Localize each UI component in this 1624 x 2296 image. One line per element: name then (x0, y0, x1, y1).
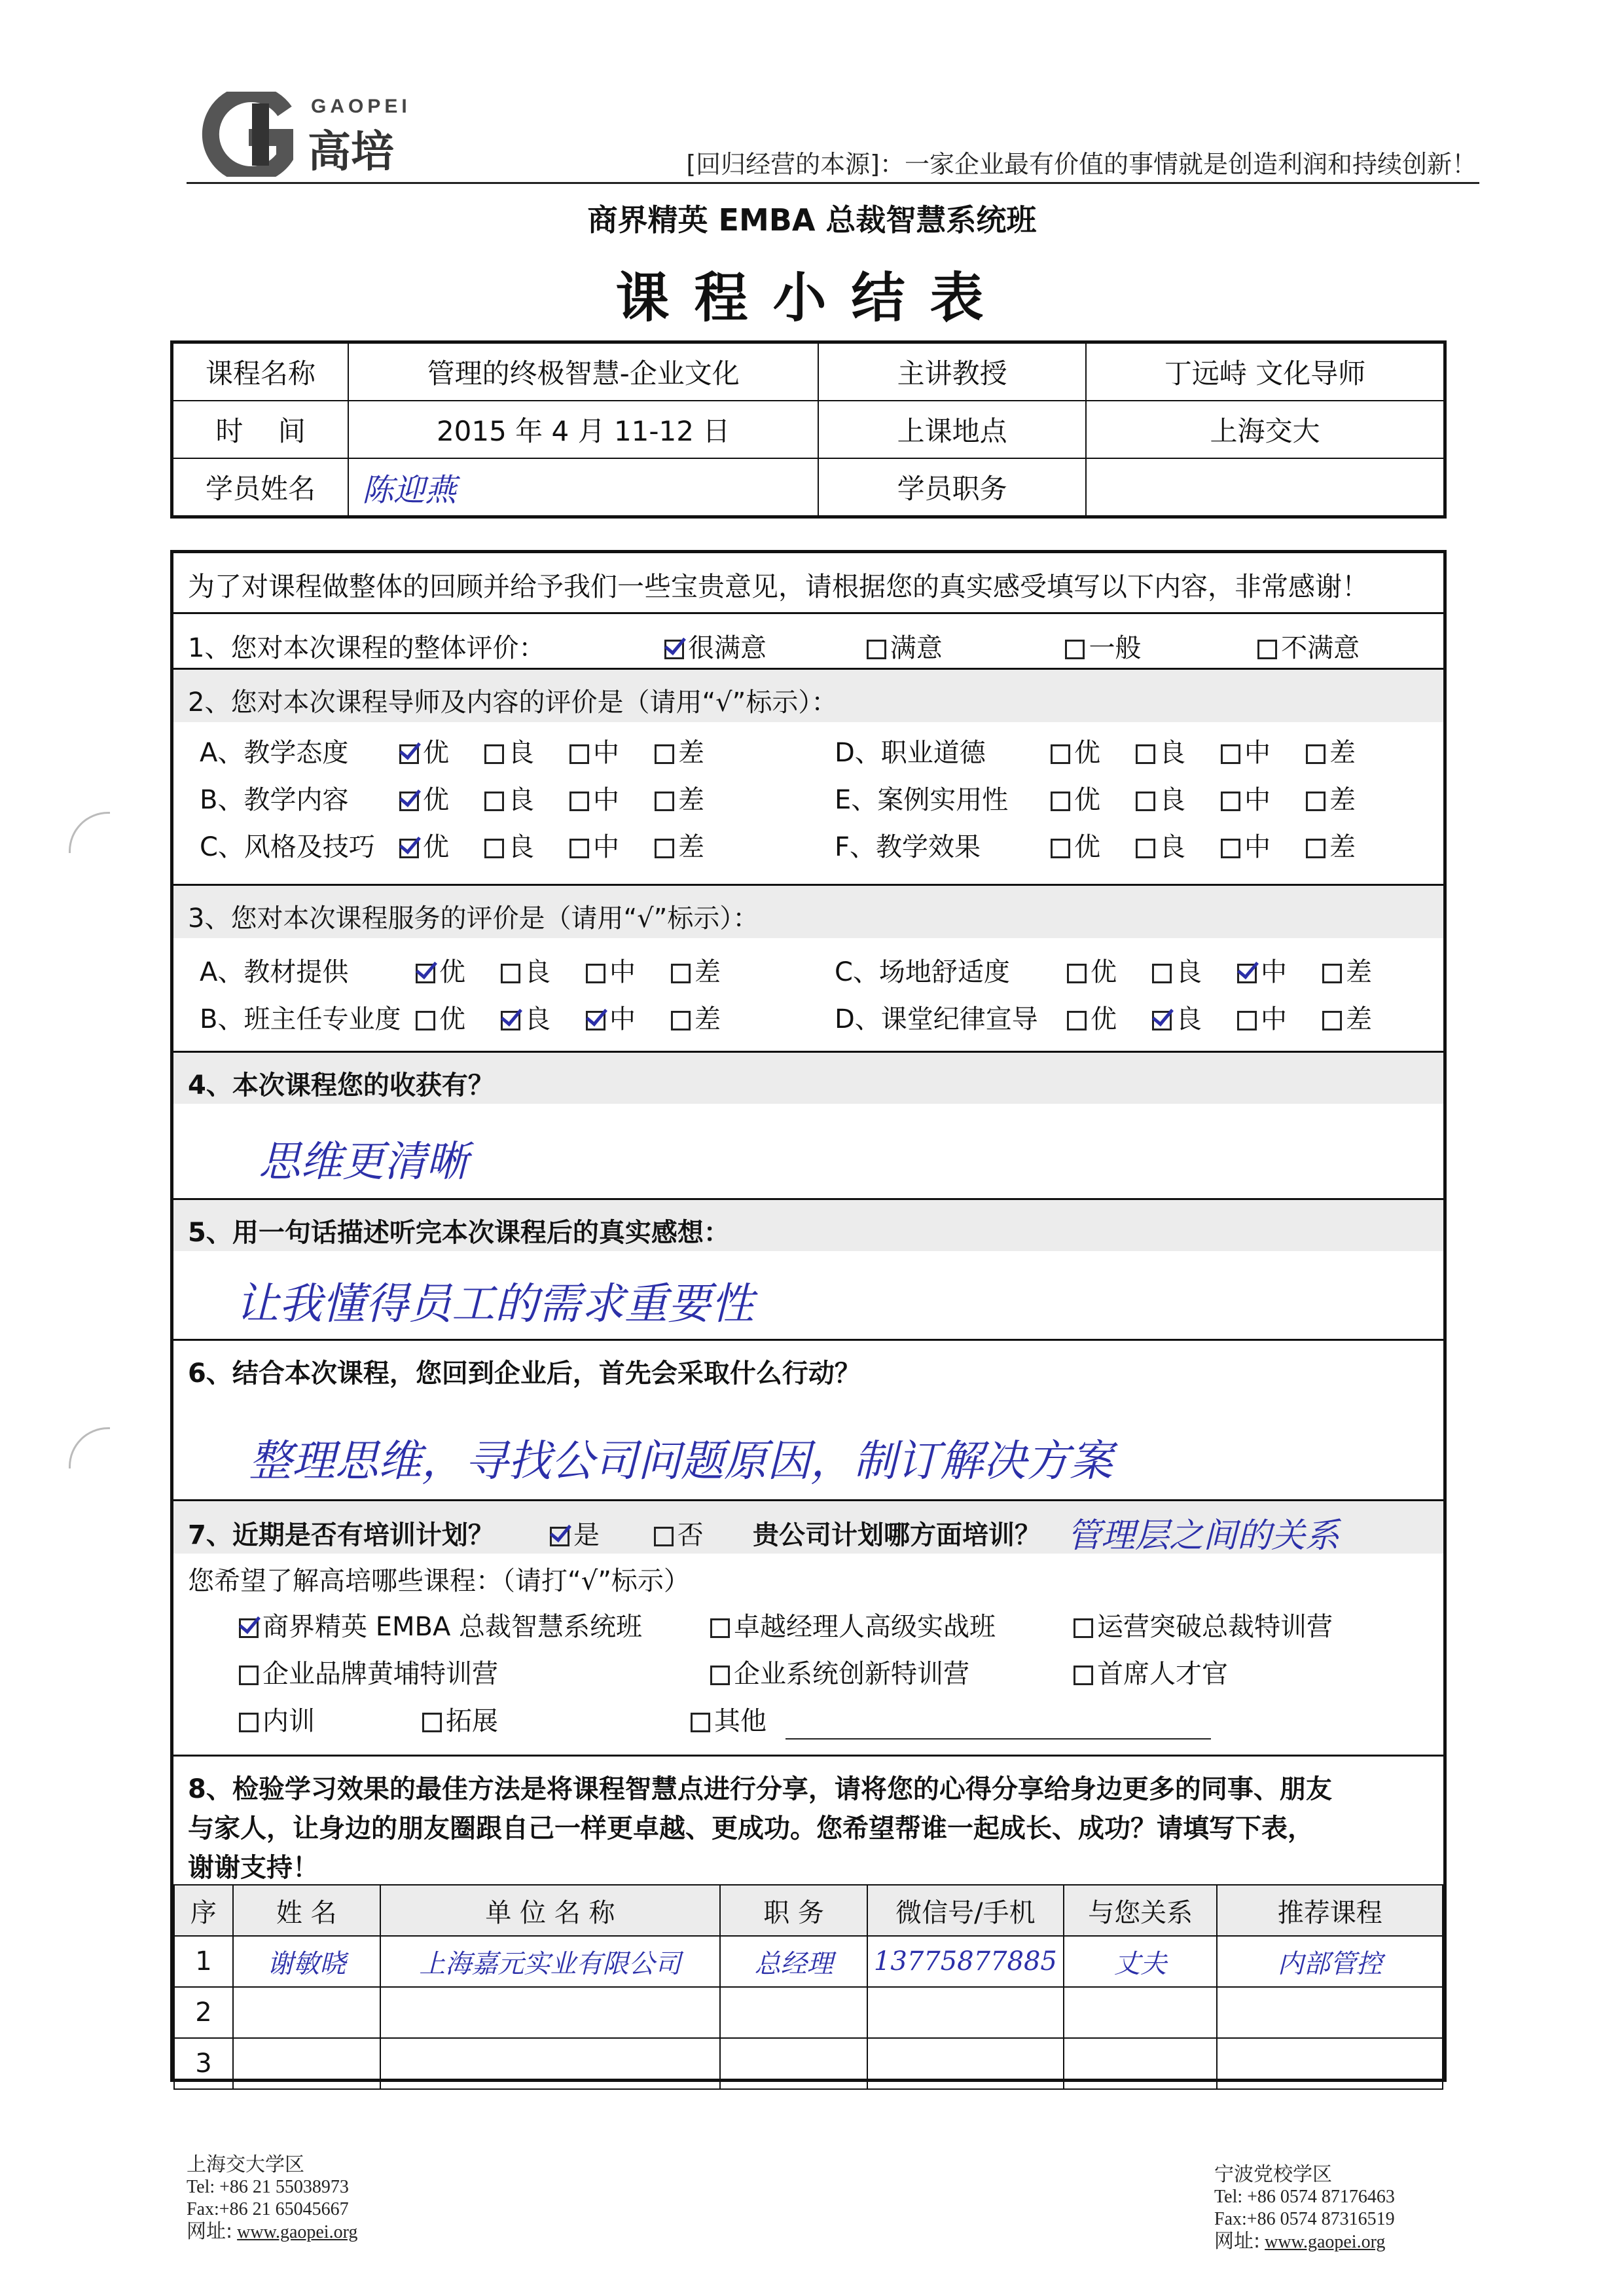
q1-option-satisfied[interactable]: 满意 (867, 627, 943, 665)
gaopei-logo (187, 92, 409, 177)
rating-option-label: 优 (423, 785, 449, 815)
rating-option[interactable] (399, 779, 484, 816)
rating-option-label: 差 (1329, 738, 1356, 768)
course-name-label: 课程名称 (172, 342, 349, 401)
rating-option-label: 良 (1159, 832, 1185, 862)
student-position-label: 学员职务 (818, 458, 1086, 517)
referral-cell-phone[interactable] (867, 1987, 1064, 2038)
rating-option[interactable] (1306, 779, 1391, 816)
rating-option[interactable] (1306, 826, 1391, 864)
rating-option-label: 中 (1244, 785, 1271, 815)
q3-item-label: D、课堂纪律宣导 (835, 1004, 1038, 1034)
rating-option-label: 中 (593, 832, 619, 862)
rating-option-label: 优 (423, 832, 449, 862)
footer-right-fax: Fax:+86 0574 87316519 (1214, 2209, 1395, 2229)
checkbox[interactable] (1136, 792, 1155, 811)
checkbox-checked[interactable] (1237, 964, 1257, 983)
referral-cell-name[interactable] (233, 1987, 380, 2038)
checkbox[interactable] (1322, 964, 1342, 983)
rating-option[interactable] (586, 998, 671, 1036)
referral-column-header: 微信号/手机 (867, 1885, 1064, 1936)
referral-column-header: 单 位 名 称 (380, 1885, 721, 1936)
professor-label: 主讲教授 (818, 342, 1086, 401)
checkbox[interactable] (867, 640, 886, 659)
rating-option-label: 良 (1159, 785, 1185, 815)
referral-cell-name[interactable] (233, 2038, 380, 2089)
course-option[interactable] (710, 1606, 996, 1643)
checkbox-checked[interactable] (586, 1011, 605, 1030)
rating-option[interactable] (1221, 779, 1306, 816)
header-divider (187, 182, 1479, 184)
checkbox[interactable] (655, 792, 674, 811)
rating-option-label: 中 (609, 1004, 636, 1034)
footer-left-fax: Fax:+86 21 65045667 (187, 2199, 349, 2219)
rating-option-label: 优 (1091, 957, 1117, 987)
checkbox-checked[interactable] (550, 1527, 569, 1546)
referral-column-header: 与您关系 (1064, 1885, 1218, 1936)
rating-option[interactable] (416, 998, 501, 1036)
checkbox-checked[interactable] (239, 1618, 259, 1638)
q3-rating-row (200, 998, 756, 1036)
rating-option-label: 中 (1244, 832, 1271, 862)
checkbox[interactable] (569, 744, 589, 764)
rating-option-label: 优 (1091, 1004, 1117, 1034)
question-4 (173, 1051, 1443, 1200)
rating-option[interactable] (1152, 951, 1237, 989)
checkbox[interactable] (569, 792, 589, 811)
checkbox[interactable] (691, 1713, 710, 1732)
rating-option-label: 良 (524, 1004, 550, 1034)
rating-option[interactable] (1322, 951, 1407, 989)
rating-option[interactable] (501, 951, 586, 989)
time-value: 2015 年 4 月 11-12 日 (348, 401, 818, 458)
checkbox[interactable] (710, 1666, 730, 1685)
course-option-label: 企业品牌黄埔特训营 (262, 1659, 498, 1689)
checkbox[interactable] (1067, 1011, 1087, 1030)
referral-column-header: 推荐课程 (1217, 1885, 1443, 1936)
rating-option[interactable] (569, 732, 655, 769)
question-6 (173, 1339, 1443, 1501)
referral-table (173, 1884, 1443, 2090)
q3-rating-row (835, 951, 1407, 989)
rating-option-label: 差 (1329, 832, 1356, 862)
time-label: 时 间 (172, 401, 349, 458)
q2-item-label: D、职业道德 (835, 738, 986, 768)
rating-option[interactable] (1051, 779, 1136, 816)
professor-value: 丁远峙 文化导师 (1086, 342, 1445, 401)
checkbox[interactable] (710, 1618, 730, 1638)
course-option[interactable] (239, 1700, 315, 1738)
rating-option-label: 优 (423, 738, 449, 768)
gaopei-logo-mark (187, 92, 304, 177)
rating-option[interactable] (1136, 826, 1221, 864)
rating-option[interactable] (655, 826, 740, 864)
referral-cell-course[interactable]: 内部管控 (1217, 1936, 1443, 1987)
referral-column-header: 职 务 (720, 1885, 867, 1936)
checkbox[interactable] (1221, 839, 1240, 858)
q2-item-label: E、案例实用性 (835, 785, 1009, 815)
checkbox[interactable] (1152, 964, 1172, 983)
rating-option-label: 差 (678, 738, 704, 768)
rating-option[interactable] (416, 951, 501, 989)
rating-option-label: 中 (593, 785, 619, 815)
place-value: 上海交大 (1086, 401, 1445, 458)
course-option[interactable] (239, 1606, 642, 1643)
rating-option-label: 优 (1074, 832, 1100, 862)
referral-cell-relation[interactable] (1064, 2038, 1218, 2089)
footer-left-tel: Tel: +86 21 55038973 (187, 2177, 349, 2197)
rating-option[interactable] (671, 998, 756, 1036)
rating-option[interactable] (399, 826, 484, 864)
course-option[interactable] (1074, 1653, 1228, 1690)
referral-cell-course[interactable] (1217, 1987, 1443, 2038)
checkbox[interactable] (1136, 839, 1155, 858)
rating-option-label: 差 (1346, 957, 1372, 987)
checkbox[interactable] (1136, 744, 1155, 764)
q8-text-line-2: 与家人，让身边的朋友圈跟自己一样更卓越、更成功。您希望帮谁一起成长、成功？请填写下表， (188, 1813, 1314, 1844)
footer-right-web-label: 网址: (1214, 2230, 1261, 2253)
referral-header-row (174, 1885, 1443, 1936)
rating-option-label: 良 (508, 738, 534, 768)
rating-option-label: 差 (1329, 785, 1356, 815)
rating-option-label: 良 (508, 832, 534, 862)
referral-cell-course[interactable] (1217, 2038, 1443, 2089)
checkbox[interactable] (1051, 792, 1070, 811)
rating-option-label: 差 (695, 1004, 721, 1034)
q8-text-line-1: 8、检验学习效果的最佳方法是将课程智慧点进行分享，请将您的心得分享给身边更多的同事、朋友 (188, 1774, 1332, 1804)
q2-rating-row (200, 826, 740, 864)
checkbox[interactable] (1306, 792, 1326, 811)
referral-row (174, 2038, 1443, 2089)
question-3-label: 3、您对本次课程服务的评价是（请用“√”标示）： (188, 903, 759, 934)
footer-right-tel: Tel: +86 0574 87176463 (1214, 2187, 1395, 2207)
student-name-label: 学员姓名 (172, 458, 349, 517)
rating-option[interactable] (1067, 951, 1152, 989)
checkbox-checked[interactable] (399, 839, 419, 858)
q2-item-label: F、教学效果 (835, 832, 981, 862)
course-option[interactable] (710, 1653, 969, 1690)
intro-text: 为了对课程做整体的回顾并给予我们一些宝贵意见，请根据您的真实感受填写以下内容，非常感谢！ (188, 571, 1369, 602)
rating-option[interactable] (1051, 826, 1136, 864)
rating-option[interactable] (1221, 732, 1306, 769)
rating-option[interactable] (671, 951, 756, 989)
question-7-label: 7、近期是否有培训计划？ (188, 1520, 494, 1550)
course-info-table (170, 340, 1447, 519)
rating-option-label: 中 (1261, 957, 1287, 987)
checkbox[interactable] (422, 1713, 442, 1732)
question-2 (173, 668, 1443, 886)
checkbox[interactable] (1257, 640, 1277, 659)
q1-option-dissatisfied[interactable]: 不满意 (1257, 627, 1360, 665)
course-option-label: 企业系统创新特训营 (734, 1659, 969, 1689)
referral-cell-company[interactable]: 上海嘉元实业有限公司 (380, 1936, 721, 1987)
footer-right-website-link[interactable]: www.gaopei.org (1265, 2232, 1386, 2252)
rating-option-label: 中 (1261, 1004, 1287, 1034)
q3-item-label: A、教材提供 (200, 957, 349, 987)
checkbox-checked[interactable] (501, 1011, 520, 1030)
q2-rating-row (835, 732, 1391, 769)
checkbox[interactable] (1306, 839, 1326, 858)
punch-hole (69, 1427, 110, 1468)
footer-left-campus: 上海交大学区 (187, 2153, 304, 2176)
q7-area-label: 贵公司计划哪方面培训？ (753, 1520, 1041, 1550)
question-3 (173, 884, 1443, 1053)
referral-column-header: 姓 名 (233, 1885, 380, 1936)
question-5 (173, 1198, 1443, 1341)
rating-option[interactable] (569, 826, 655, 864)
student-position-field[interactable] (1086, 458, 1445, 517)
footer-left (187, 2154, 357, 2244)
rating-option-label: 差 (695, 957, 721, 987)
q1-option-very-satisfied[interactable]: 很满意 (664, 627, 767, 665)
rating-option-label: 中 (609, 957, 636, 987)
referral-row (174, 1936, 1443, 1987)
q8-text-line-3: 谢谢支持！ (188, 1853, 319, 1883)
q3-item-label: C、场地舒适度 (835, 957, 1010, 987)
course-name-value: 管理的终极智慧-企业文化 (348, 342, 818, 401)
rating-option[interactable] (501, 998, 586, 1036)
referral-cell-relation[interactable] (1064, 1987, 1218, 2038)
checkbox-checked[interactable] (416, 964, 435, 983)
checkbox[interactable] (655, 744, 674, 764)
rating-option-label: 良 (508, 785, 534, 815)
q2-rating-row (200, 779, 740, 816)
course-option-label: 首席人才官 (1097, 1659, 1228, 1689)
checkbox[interactable] (1065, 640, 1085, 659)
referral-cell-relation[interactable]: 丈夫 (1064, 1936, 1218, 1987)
logo-brand-text: GAOPEI (311, 96, 411, 117)
rating-option[interactable] (1051, 732, 1136, 769)
rating-option[interactable] (1152, 998, 1237, 1036)
question-4-answer[interactable]: 思维更清晰 (259, 1138, 468, 1186)
checkbox[interactable] (655, 839, 674, 858)
rating-option-label: 良 (524, 957, 550, 987)
checkbox[interactable] (1221, 792, 1240, 811)
form-title: 课程小结表 (615, 267, 1009, 329)
checkbox[interactable] (1322, 1011, 1342, 1030)
referral-cell-phone[interactable]: 13775877885 (867, 1936, 1064, 1987)
q3-item-label: B、班主任专业度 (200, 1004, 401, 1034)
question-8 (173, 1755, 1443, 2087)
referral-cell-phone[interactable] (867, 2038, 1064, 2089)
course-option-label: 拓展 (446, 1706, 498, 1736)
course-option-label: 其他 (714, 1706, 767, 1736)
checkbox[interactable] (1067, 964, 1087, 983)
checkbox[interactable] (239, 1713, 259, 1732)
checkbox[interactable] (1074, 1618, 1093, 1638)
course-option-label: 运营突破总裁特训营 (1097, 1612, 1333, 1642)
rating-option-label: 差 (1346, 1004, 1372, 1034)
slogan: [回归经营的本源]：一家企业最有价值的事情就是创造利润和持续创新！ (686, 150, 1477, 179)
rating-option[interactable] (1237, 998, 1322, 1036)
rating-option-label: 良 (1176, 1004, 1202, 1034)
checkbox[interactable] (1074, 1666, 1093, 1685)
rating-option[interactable] (1306, 732, 1391, 769)
place-label: 上课地点 (818, 401, 1086, 458)
footer-right-campus: 宁波党校学区 (1214, 2163, 1332, 2186)
rating-option[interactable] (586, 951, 671, 989)
q3-rating-row (835, 998, 1407, 1036)
rating-option-label: 差 (678, 785, 704, 815)
question-1 (173, 612, 1443, 670)
other-course-line[interactable] (785, 1738, 1211, 1740)
referral-row (174, 1987, 1443, 2038)
rating-option[interactable] (1237, 951, 1322, 989)
rating-option[interactable] (484, 732, 569, 769)
rating-option[interactable] (1067, 998, 1152, 1036)
rating-option[interactable] (484, 779, 569, 816)
footer-right (1214, 2164, 1395, 2253)
q2-rating-row (200, 732, 740, 769)
referral-cell-no: 1 (174, 1936, 233, 1987)
checkbox[interactable] (671, 1011, 691, 1030)
rating-option[interactable] (1221, 826, 1306, 864)
rating-option[interactable] (655, 732, 740, 769)
question-6-answer[interactable]: 整理思维，寻找公司问题原因，制订解决方案 (249, 1436, 1113, 1486)
course-option[interactable] (1074, 1606, 1333, 1643)
rating-option[interactable] (399, 732, 484, 769)
rating-option-label: 良 (1159, 738, 1185, 768)
referral-cell-company[interactable] (380, 2038, 721, 2089)
q2-item-label: B、教学内容 (200, 785, 349, 815)
checkbox[interactable] (484, 839, 504, 858)
course-option[interactable] (422, 1700, 498, 1738)
question-7 (173, 1499, 1443, 1757)
referral-cell-name[interactable]: 谢敏晓 (233, 1936, 380, 1987)
rating-option-label: 优 (439, 957, 465, 987)
course-option[interactable] (239, 1653, 498, 1690)
checkbox[interactable] (1221, 744, 1240, 764)
course-option-label: 商界精英 EMBA 总裁智慧系统班 (262, 1612, 643, 1642)
q1-option-average[interactable]: 一般 (1065, 627, 1141, 665)
q2-rating-row (835, 779, 1391, 816)
q7-option-no[interactable]: 否 (654, 1514, 704, 1552)
checkbox[interactable] (1237, 1011, 1257, 1030)
checkbox[interactable] (654, 1527, 674, 1546)
rating-option[interactable] (569, 779, 655, 816)
referral-cell-title[interactable]: 总经理 (720, 1936, 867, 1987)
rating-option-label: 优 (1074, 785, 1100, 815)
checkbox[interactable] (1051, 839, 1070, 858)
program-subtitle: 商界精英 EMBA 总裁智慧系统班 (587, 202, 1037, 238)
checkbox-checked[interactable] (664, 640, 684, 659)
checkbox[interactable] (239, 1666, 259, 1685)
course-option[interactable] (691, 1700, 767, 1738)
q2-rating-row (835, 826, 1391, 864)
punch-hole (69, 812, 110, 853)
survey-form (170, 550, 1447, 2082)
rating-option[interactable] (655, 779, 740, 816)
checkbox[interactable] (586, 964, 605, 983)
checkbox-checked[interactable] (1152, 1011, 1172, 1030)
checkbox[interactable] (484, 744, 504, 764)
checkbox[interactable] (569, 839, 589, 858)
checkbox[interactable] (484, 792, 504, 811)
referral-cell-company[interactable] (380, 1987, 721, 2038)
course-option-label: 内训 (262, 1706, 315, 1736)
checkbox[interactable] (1306, 744, 1326, 764)
rating-option[interactable] (1136, 732, 1221, 769)
checkbox[interactable] (671, 964, 691, 983)
q3-rating-row (200, 951, 756, 989)
rating-option[interactable] (1322, 998, 1407, 1036)
footer-left-web-label: 网址: (187, 2220, 233, 2243)
question-4-label: 4、本次课程您的收获有？ (188, 1070, 494, 1101)
question-5-label: 5、用一句话描述听完本次课程后的真实感想： (188, 1218, 730, 1248)
rating-option-label: 优 (439, 1004, 465, 1034)
rating-option[interactable] (484, 826, 569, 864)
checkbox[interactable] (1051, 744, 1070, 764)
rating-option-label: 优 (1074, 738, 1100, 768)
question-2-label: 2、您对本次课程导师及内容的评价是（请用“√”标示）： (188, 687, 838, 718)
question-5-answer[interactable]: 让我懂得员工的需求重要性 (236, 1279, 754, 1329)
referral-cell-title[interactable] (720, 2038, 867, 2089)
rating-option-label: 中 (1244, 738, 1271, 768)
checkbox-checked[interactable] (399, 792, 419, 811)
referral-cell-title[interactable] (720, 1987, 867, 2038)
student-name-field[interactable]: 陈迎燕 (348, 458, 818, 517)
q7-courses-label: 您希望了解高培哪些课程：（请打“√”标示） (188, 1566, 690, 1596)
question-1-label: 1、您对本次课程的整体评价： (188, 633, 545, 663)
rating-option-label: 中 (593, 738, 619, 768)
course-option-label: 卓越经理人高级实战班 (734, 1612, 996, 1642)
referral-column-header: 序 (174, 1885, 233, 1936)
rating-option[interactable] (1136, 779, 1221, 816)
logo-chinese-text: 高培 (308, 126, 394, 177)
footer-left-website-link[interactable]: www.gaopei.org (237, 2222, 358, 2242)
checkbox-checked[interactable] (399, 744, 419, 764)
question-6-label: 6、结合本次课程，您回到企业后，首先会采取什么行动？ (188, 1358, 861, 1389)
rating-option-label: 良 (1176, 957, 1202, 987)
rating-option-label: 差 (678, 832, 704, 862)
q7-area-answer[interactable]: 管理层之间的关系 (1067, 1516, 1340, 1556)
q2-item-label: C、风格及技巧 (200, 832, 375, 862)
q7-option-yes[interactable]: 是 (550, 1514, 600, 1552)
referral-cell-no: 2 (174, 1987, 233, 2038)
referral-cell-no: 3 (174, 2038, 233, 2089)
q2-item-label: A、教学态度 (200, 738, 349, 768)
checkbox[interactable] (501, 964, 520, 983)
checkbox[interactable] (416, 1011, 435, 1030)
